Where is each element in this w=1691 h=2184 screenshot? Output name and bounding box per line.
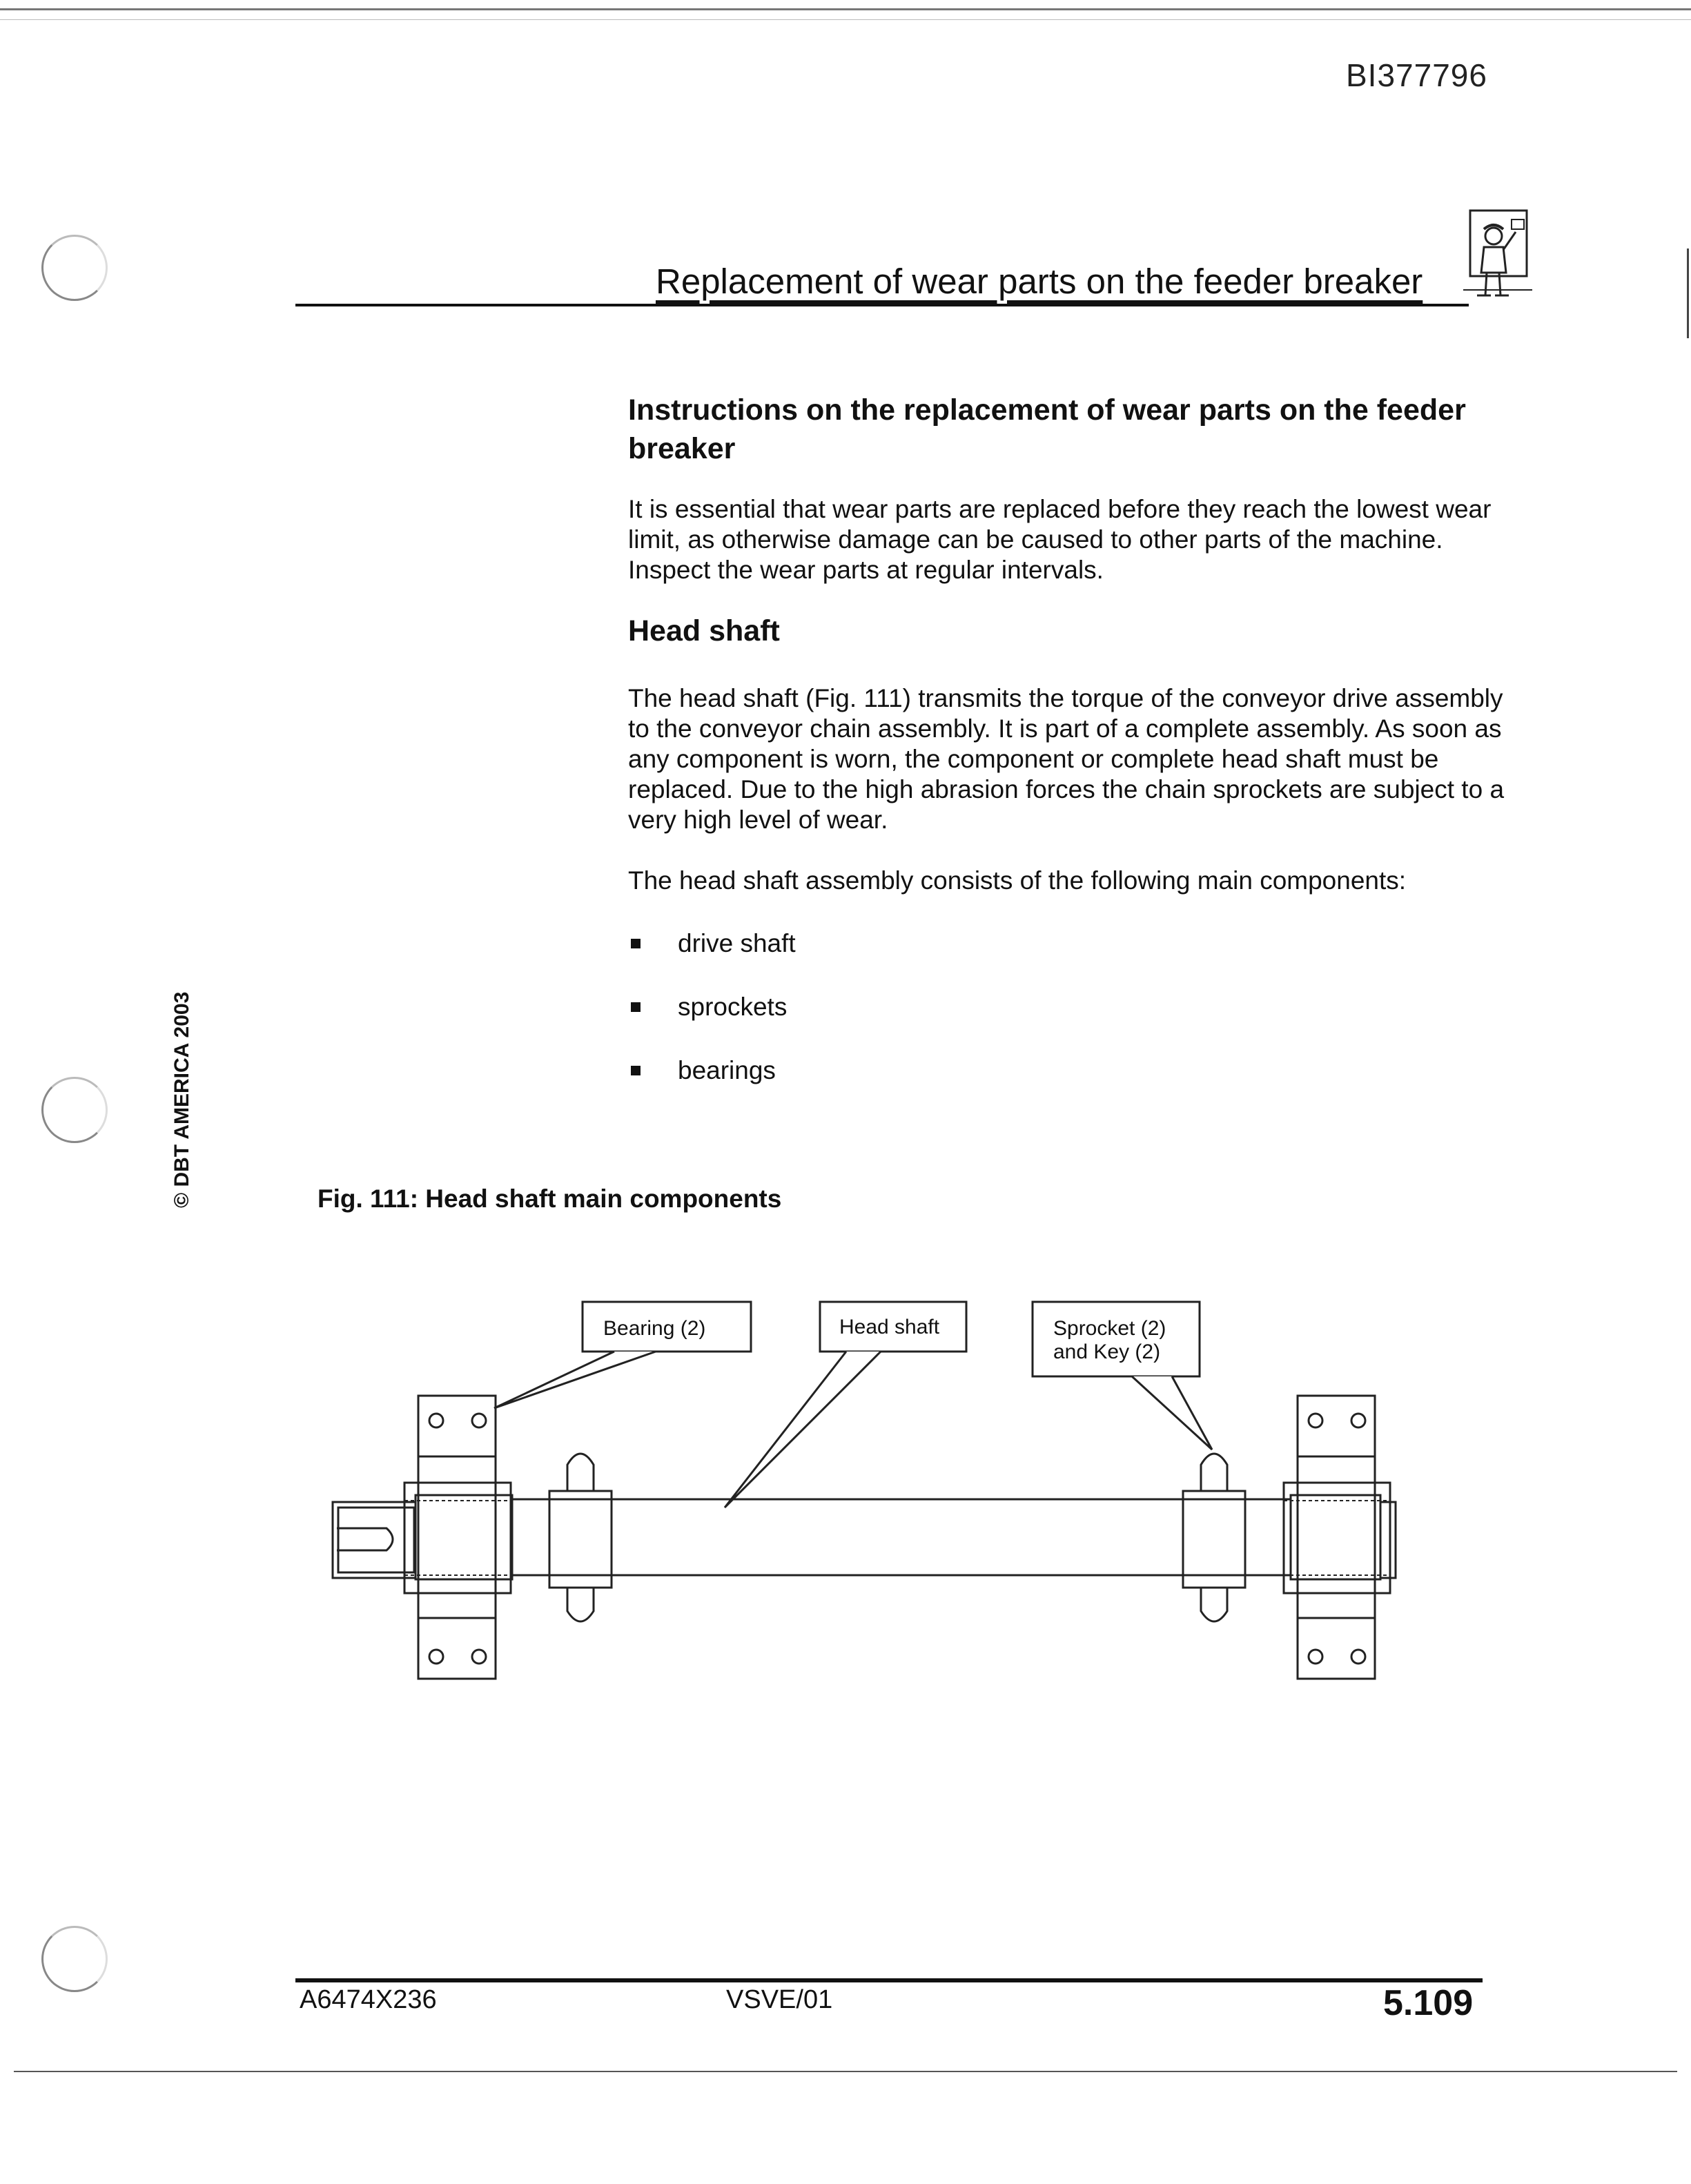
sprocket-right-tooth-bottom (1201, 1588, 1227, 1621)
list-item-label: drive shaft (678, 929, 796, 957)
sprocket-left-tooth-top (567, 1454, 594, 1491)
bullet-icon (631, 1066, 641, 1075)
callout-head-shaft-leader (725, 1352, 881, 1508)
header-rule (295, 304, 1469, 306)
list-item (628, 1052, 1042, 1093)
scan-edge-right (1687, 248, 1689, 338)
scan-edge-top (0, 8, 1691, 10)
punch-hole-bottom (41, 1926, 108, 1992)
head-shaft-heading: Head shaft (628, 614, 780, 647)
document-id: BI377796 (1346, 57, 1487, 93)
scan-edge-bottom (14, 2071, 1677, 2072)
punch-hole-middle (41, 1077, 108, 1143)
list-item (628, 988, 1042, 1030)
sprocket-right (1183, 1491, 1245, 1588)
footer-doc-number: A6474X236 (300, 1985, 437, 2014)
bullet-icon (631, 939, 641, 948)
head-shaft-paragraph: The head shaft (Fig. 111) transmits the torque of the conveyor drive assembly to the conveyor chain assembly. It is part of a complete assembly. As soon as any component is worn, the component or complete head shaft must be replaced. Due to the high abrasion forces the chain sprockets are subject to a very high level of wear. (628, 684, 1505, 834)
sprocket-left (549, 1491, 612, 1588)
bullet-icon (631, 1002, 641, 1012)
callout-bearing-label: Bearing (2) (603, 1317, 706, 1340)
shaft-stub-right (1380, 1502, 1396, 1578)
bolt-hole (1351, 1414, 1365, 1427)
figure-caption: Fig. 111: Head shaft main components (317, 1184, 782, 1213)
sprocket-left-tooth-bottom (567, 1588, 594, 1621)
list-item-label: sprockets (678, 993, 788, 1021)
callout-bearing-leader (494, 1352, 656, 1408)
sprocket-right-tooth-top (1201, 1454, 1227, 1491)
list-item (628, 925, 1042, 966)
punch-hole-top (41, 235, 108, 301)
callout-sprocket-label-1: Sprocket (2) (1053, 1317, 1166, 1340)
bolt-hole (472, 1414, 486, 1427)
header-title: Replacement of wear parts on the feeder breaker (656, 262, 1423, 301)
bolt-hole (1309, 1414, 1322, 1427)
bearing-housing-left-core (416, 1495, 512, 1579)
bearing-right (1298, 1396, 1375, 1679)
shaft-stub-left (333, 1502, 416, 1578)
bolt-hole (429, 1414, 443, 1427)
bolt-hole (1309, 1650, 1322, 1664)
page-number: 5.109 (1383, 1983, 1474, 2023)
bolt-hole (1351, 1650, 1365, 1664)
shaft-body (511, 1499, 1291, 1575)
list-item-label: bearings (678, 1056, 776, 1084)
head-shaft-diagram (317, 1291, 1422, 1691)
bearing-housing-right-core (1291, 1495, 1380, 1579)
callout-sprocket-leader (1132, 1376, 1212, 1450)
scan-edge-top-thin (0, 19, 1691, 20)
worker-icon (1463, 207, 1532, 304)
keyway (337, 1528, 393, 1550)
bearing-left (418, 1396, 496, 1679)
footer-version: VSVE/01 (726, 1985, 833, 2014)
section-heading: Instructions on the replacement of wear parts on the feeder breaker (628, 393, 1466, 465)
copyright-notice: © DBT AMERICA 2003 (170, 991, 193, 1208)
callout-head-shaft-label: Head shaft (839, 1316, 940, 1338)
bolt-hole (429, 1650, 443, 1664)
intro-paragraph: It is essential that wear parts are replaced before they reach the lowest wear limit, as otherwise damage can be caused to other parts of the machine. Inspect the wear parts at regular intervals. (628, 495, 1492, 584)
shaft-stub-left-inner (338, 1508, 414, 1572)
bolt-hole (472, 1650, 486, 1664)
footer-rule (295, 1978, 1483, 1982)
callout-sprocket-label-2: and Key (2) (1053, 1340, 1161, 1363)
components-intro: The head shaft assembly consists of the following main components: (628, 866, 1407, 895)
